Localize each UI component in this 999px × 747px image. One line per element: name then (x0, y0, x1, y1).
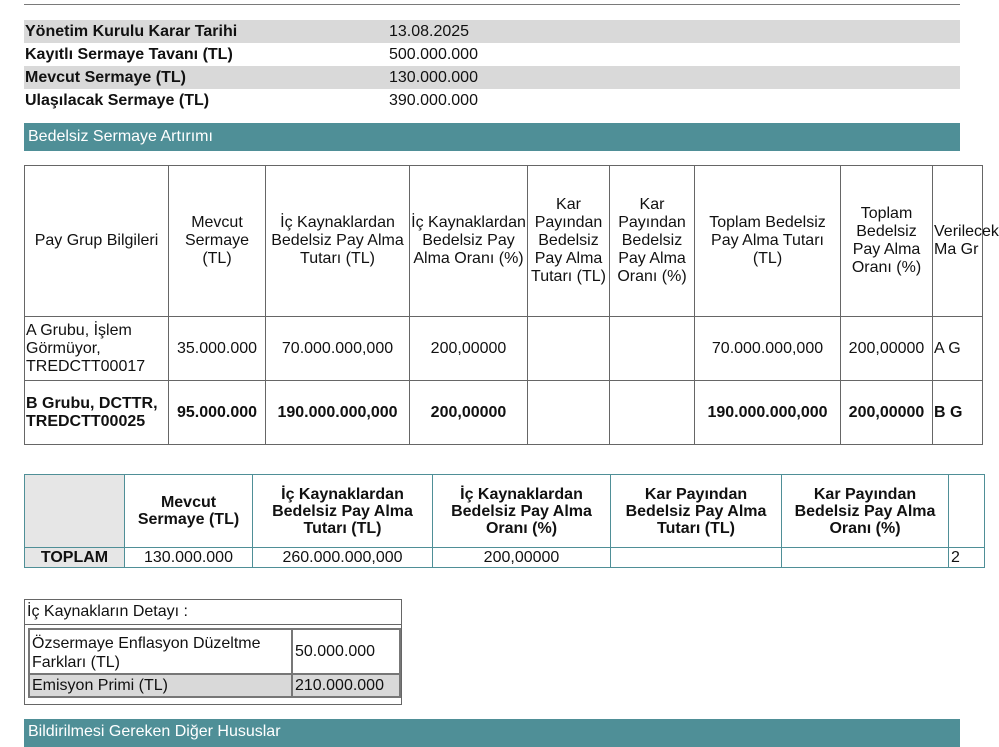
info-value: 390.000.000 (389, 91, 478, 109)
totals-internal-rate: 200,00000 (433, 548, 611, 568)
totals-row (25, 548, 985, 568)
detail-value: 50.000.000 (295, 642, 376, 660)
col-header-group-info: Pay Grup Bilgileri (25, 166, 169, 317)
info-row-decision-date (24, 20, 960, 43)
cell-total-rate: 200,00000 (841, 317, 933, 381)
info-value: 13.08.2025 (389, 22, 470, 40)
col-header-total-amount: Toplam Bedelsiz Pay Alma Tutarı (TL) (695, 166, 841, 317)
table-row (25, 381, 983, 445)
decision-info (24, 20, 960, 112)
totals-internal-amount: 260.000.000,000 (253, 548, 433, 568)
totals-header-row (25, 475, 985, 548)
totals-label: TOPLAM (25, 548, 125, 568)
col-header-current-capital: Mevcut Sermaye (TL) (169, 166, 266, 317)
cell-dividend-rate (610, 317, 695, 381)
internal-sources-detail (24, 599, 402, 705)
detail-row-share-premium (30, 675, 399, 696)
cell-internal-amount: 70.000.000,000 (266, 317, 410, 381)
totals-dividend-amount (611, 548, 782, 568)
cell-current-capital: 35.000.000 (169, 317, 266, 381)
section-title: Bedelsiz Sermaye Artırımı (28, 128, 213, 145)
cell-group: A Grubu, İşlem Görmüyor, TREDCTT00017 (25, 317, 169, 381)
totals-dividend-rate (782, 548, 949, 568)
col-header-internal-rate: İç Kaynaklardan Bedelsiz Pay Alma Oranı (%) (410, 166, 528, 317)
section-header-other-matters (24, 719, 960, 747)
cell-current-capital: 95.000.000 (169, 381, 266, 445)
info-label: Mevcut Sermaye (TL) (25, 68, 186, 86)
totals-truncated: 2 (949, 548, 985, 568)
cell-dividend-amount (528, 381, 610, 445)
col-header-internal-amount: İç Kaynaklardan Bedelsiz Pay Alma Tutarı (TL) (266, 166, 410, 317)
share-group-table (24, 165, 999, 445)
totals-col-header-current-capital: Mevcut Sermaye (TL) (125, 475, 253, 548)
col-header-total-rate: Toplam Bedelsiz Pay Alma Oranı (%) (841, 166, 933, 317)
detail-row-inflation-adjustment (30, 630, 399, 675)
info-value: 500.000.000 (389, 45, 478, 63)
cell-total-rate: 200,00000 (841, 381, 933, 445)
detail-title: İç Kaynakların Detayı : (25, 600, 401, 625)
section-title: Bildirilmesi Gereken Diğer Hususlar (28, 723, 281, 740)
totals-col-header-dividend-rate: Kar Payından Bedelsiz Pay Alma Oranı (%) (782, 475, 949, 548)
info-value: 130.000.000 (389, 68, 478, 86)
totals-col-header-internal-amount: İç Kaynaklardan Bedelsiz Pay Alma Tutarı (TL) (253, 475, 433, 548)
info-row-target-capital (24, 89, 960, 112)
totals-col-header-truncated (949, 475, 985, 548)
cell-group: B Grubu, DCTTR, TREDCTT00025 (25, 381, 169, 445)
cell-dividend-amount (528, 317, 610, 381)
detail-label: Özsermaye Enflasyon Düzeltme Farkları (TL) (30, 630, 293, 673)
cell-internal-amount: 190.000.000,000 (266, 381, 410, 445)
info-row-registered-capital-ceiling (24, 43, 960, 66)
table-row (25, 317, 983, 381)
cell-internal-rate: 200,00000 (410, 317, 528, 381)
top-divider (24, 4, 960, 5)
totals-table (24, 474, 985, 568)
cell-internal-rate: 200,00000 (410, 381, 528, 445)
info-label: Ulaşılacak Sermaye (TL) (25, 91, 210, 109)
table-header-row (25, 166, 983, 317)
cell-total-amount: 190.000.000,000 (695, 381, 841, 445)
cell-truncated: B G (933, 381, 983, 445)
totals-current-capital: 130.000.000 (125, 548, 253, 568)
info-label: Kayıtlı Sermaye Tavanı (TL) (25, 45, 233, 63)
col-header-dividend-amount: Kar Payından Bedelsiz Pay Alma Tutarı (TL) (528, 166, 610, 317)
totals-col-header-dividend-amount: Kar Payından Bedelsiz Pay Alma Tutarı (TL) (611, 475, 782, 548)
info-label: Yönetim Kurulu Karar Tarihi (25, 22, 238, 40)
cell-dividend-rate (610, 381, 695, 445)
info-row-current-capital (24, 66, 960, 89)
detail-table (28, 628, 401, 698)
cell-truncated: A G (933, 317, 983, 381)
section-header-bonus-capital-increase (24, 123, 960, 151)
col-header-truncated: Verilecek Ma Gr (933, 166, 983, 317)
detail-value: 210.000.000 (295, 676, 384, 694)
cell-total-amount: 70.000.000,000 (695, 317, 841, 381)
totals-col-header-empty (25, 475, 125, 548)
col-header-dividend-rate: Kar Payından Bedelsiz Pay Alma Oranı (%) (610, 166, 695, 317)
detail-label: Emisyon Primi (TL) (30, 675, 293, 696)
totals-col-header-internal-rate: İç Kaynaklardan Bedelsiz Pay Alma Oranı (%) (433, 475, 611, 548)
